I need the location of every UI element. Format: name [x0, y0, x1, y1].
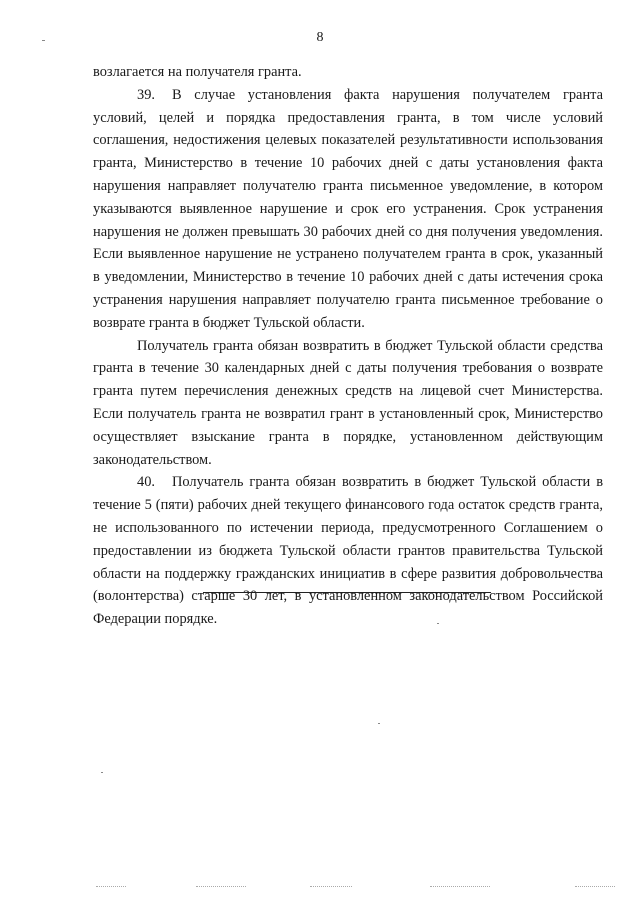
- paragraph-text: В случае установления факта нарушения получателем гранта условий, целей и порядка предоставления гранта, в том числе условий соглашения, недостижения целевых показателей результативности использования гранта, Министерство в течение 10 рабочих дней с даты установления факта нарушения направляет получателю гранта письменное уведомление, в котором указываются выявленное нарушение и срок его устранения. Срок устранения нарушения не должен превышать 30 рабочих дней со дня получения уведомления. Если выявленное нарушение не устранено получателем гранта в срок, указанный в уведомлении, Министерство в течение 10 рабочих дней с даты истечения срока устранения нарушения направляет получателю гранта письменное требование о возврате гранта в бюджет Тульской области.: [93, 86, 603, 331]
- paragraph-number: 39.: [137, 86, 155, 103]
- paragraph-39: [93, 84, 603, 335]
- scan-speck: [378, 723, 380, 724]
- end-divider-line: [203, 592, 491, 593]
- scan-footer-marks: [0, 886, 640, 890]
- paragraph-40: [93, 471, 603, 631]
- page-number: 8: [316, 30, 324, 45]
- scan-speck: [437, 623, 439, 624]
- paragraph-text: Получатель гранта обязан возвратить в бюджет Тульской области в течение 5 (пяти) рабочих дней текущего финансового года остаток средств гранта, не использованного по истечении периода, предусмотренного Соглашением о предоставлении из бюджета Тульской области грантов правительства Тульской области на поддержку гражданских инициатив в сфере развития добровольчества (волонтерства) старше 30 лет, в установленном законодательством Российской Федерации порядке.: [93, 474, 603, 628]
- paragraph-number: 40.: [137, 474, 155, 491]
- scan-speck: [101, 772, 103, 773]
- document-body: [93, 61, 603, 631]
- paragraph-grant-return: Получатель гранта обязан возвратить в бюджет Тульской области средства гранта в течение 30 календарных дней с даты получения требования о возврате гранта путем перечисления денежных средств на лицевой счет Министерства. Если получатель гранта не возвратил грант в установленный срок, Министерство осуществляет взыскание гранта в порядке, установленном действующим законодательством.: [93, 337, 603, 468]
- scan-speck: [42, 40, 45, 41]
- paragraph-continuation: возлагается на получателя гранта.: [93, 64, 302, 80]
